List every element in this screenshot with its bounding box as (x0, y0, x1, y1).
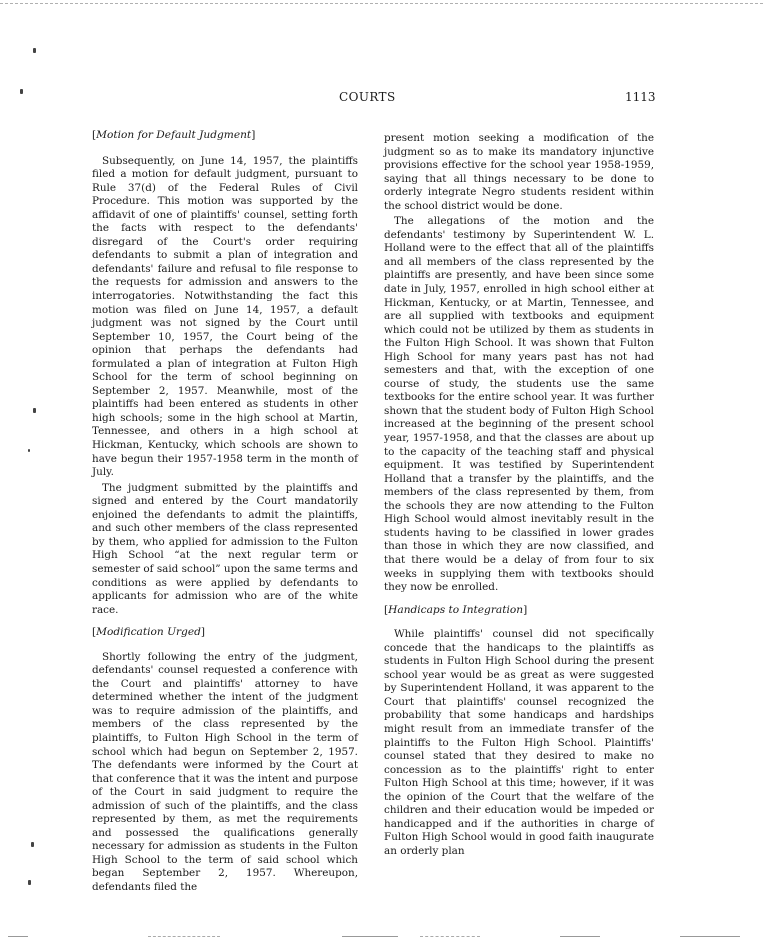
running-head: COURTS (339, 90, 396, 104)
scan-edge-bottom (148, 936, 220, 937)
left-column (92, 129, 358, 895)
page-number: 1113 (625, 90, 656, 104)
scan-speck (28, 449, 30, 452)
scan-speck (33, 408, 36, 413)
scan-speck (20, 89, 23, 94)
section-heading-motion: [Motion for Default Judgment] (92, 129, 256, 141)
scan-edge-bottom (420, 936, 480, 937)
paragraph: Shortly following the entry of the judgment, defendants' counsel requested a conference with the Court and plaintiffs' attorney to have determined whether the intent of the judgment was to require admission of the plaintiffs, and members of the class represented by the plaintiffs, to Fulton High School in the term of school which had begun on September 2, 1957. The defendants were informed by the Court at that conference that it was the intent and purpose of the Court in said judgment to require the admission of such of the plaintiffs, and the class represented by them, as met the requirements and possessed the qualifications generally necessary for admission as students in the Fulton High School to the term of said school which began September 2, 1957. Whereupon, defendants filed the (92, 650, 358, 893)
paragraph: Subsequently, on June 14, 1957, the plaintiffs filed a motion for default judgment, pursuant to Rule 37(d) of the Federal Rules of Civil Procedure. This motion was supported by the affidavit of one of plaintiffs' counsel, setting forth the facts with respect to the defendants' disregard of the Court's order requiring defendants to submit a plan of integration and defendants' failure and refusal to file response to the requests for admission and answers to the interrogatories. Notwithstanding the fact this motion was filed on June 14, 1957, a default judgment was not signed by the Court until September 10, 1957, the Court being of the opinion that perhaps the defendants had formulated a plan of integration at Fulton High School for the term of school beginning on September 2, 1957. Meanwhile, most of the plaintiffs had been entered as students in other high schools; some in the high school at Martin, Tennessee, and others in a high school at Hickman, Kentucky, which schools are shown to have begun their 1957-1958 term in the month of July. (92, 154, 358, 479)
paragraph: While plaintiffs' counsel did not specifically concede that the handicaps to the plaintiffs as students in Fulton High School during the present school year would be as great as were suggested by Superintendent Holland, it was apparent to the Court that plaintiffs' counsel recognized the probability that some handicaps and hardships might result from an immediate transfer of the plaintiffs to the Fulton High School. Plaintiffs' counsel stated that they desired to make no concession as to the plaintiffs' right to enter Fulton High School at this time; however, if it was the opinion of the Court that the welfare of the children and their education would be impeded or handicapped and if the authorities in charge of Fulton High School would in good faith inaugurate an orderly plan (384, 628, 654, 857)
scan-speck (28, 880, 31, 885)
section-heading-modification: [Modification Urged] (92, 626, 206, 639)
right-column (384, 132, 654, 858)
scan-edge-bottom (560, 936, 600, 937)
scan-edge-top (0, 3, 763, 4)
scan-speck (31, 842, 34, 847)
scan-edge-bottom (680, 936, 740, 937)
section-heading-handicaps: [Handicaps to Integration] (384, 603, 528, 616)
paragraph: The allegations of the motion and the defendants' testimony by Superintendent W. L. Holland were to the effect that all of the plaintiffs and all members of the class represented by the plaintiffs are presently, and have been since some date in July, 1957, enrolled in high school either at Hickman, Kentucky, or at Martin, Tennessee, and are all supplied with textbooks and equipment which could not be utilized by them as students in the Fulton High School. It was shown that Fulton High School for many years past has not had semesters and that, with the exception of one course of study, the students use the same textbooks for the entire school year. It was further shown that the student body of Fulton High School increased at the beginning of the present school year, 1957-1958, and that the classes are about up to the capacity of the teaching staff and physical equipment. It was testified by Superintendent Holland that a transfer by the plaintiffs, and the members of the class represented by them, from the schools they are now attending to the Fulton High School would almost inevitably result in the students having to be classified in lower grades than those in which they are now classified, and that there would be a delay of from four to six weeks in supplying them with textbooks should they now be enrolled. (384, 215, 654, 594)
scan-speck (33, 48, 36, 53)
scan-edge-bottom (342, 936, 398, 937)
paragraph: The judgment submitted by the plaintiffs and signed and entered by the Court mandatorily enjoined the defendants to admit the plaintiffs, and such other members of the class represented by them, who applied for admission to the Fulton High School “at the next regular term or semester of said school” upon the same terms and conditions as were applied by defendants to applicants for admission who are of the white race. (92, 481, 358, 616)
paragraph-continued: present motion seeking a modification of the judgment so as to make its mandatory injunctive provisions effective for the school year 1958-1959, saying that all things necessary to be done to orderly integrate Negro students resident within the school district would be done. (384, 132, 654, 212)
page-header (0, 90, 763, 106)
scan-edge-bottom (8, 936, 28, 937)
